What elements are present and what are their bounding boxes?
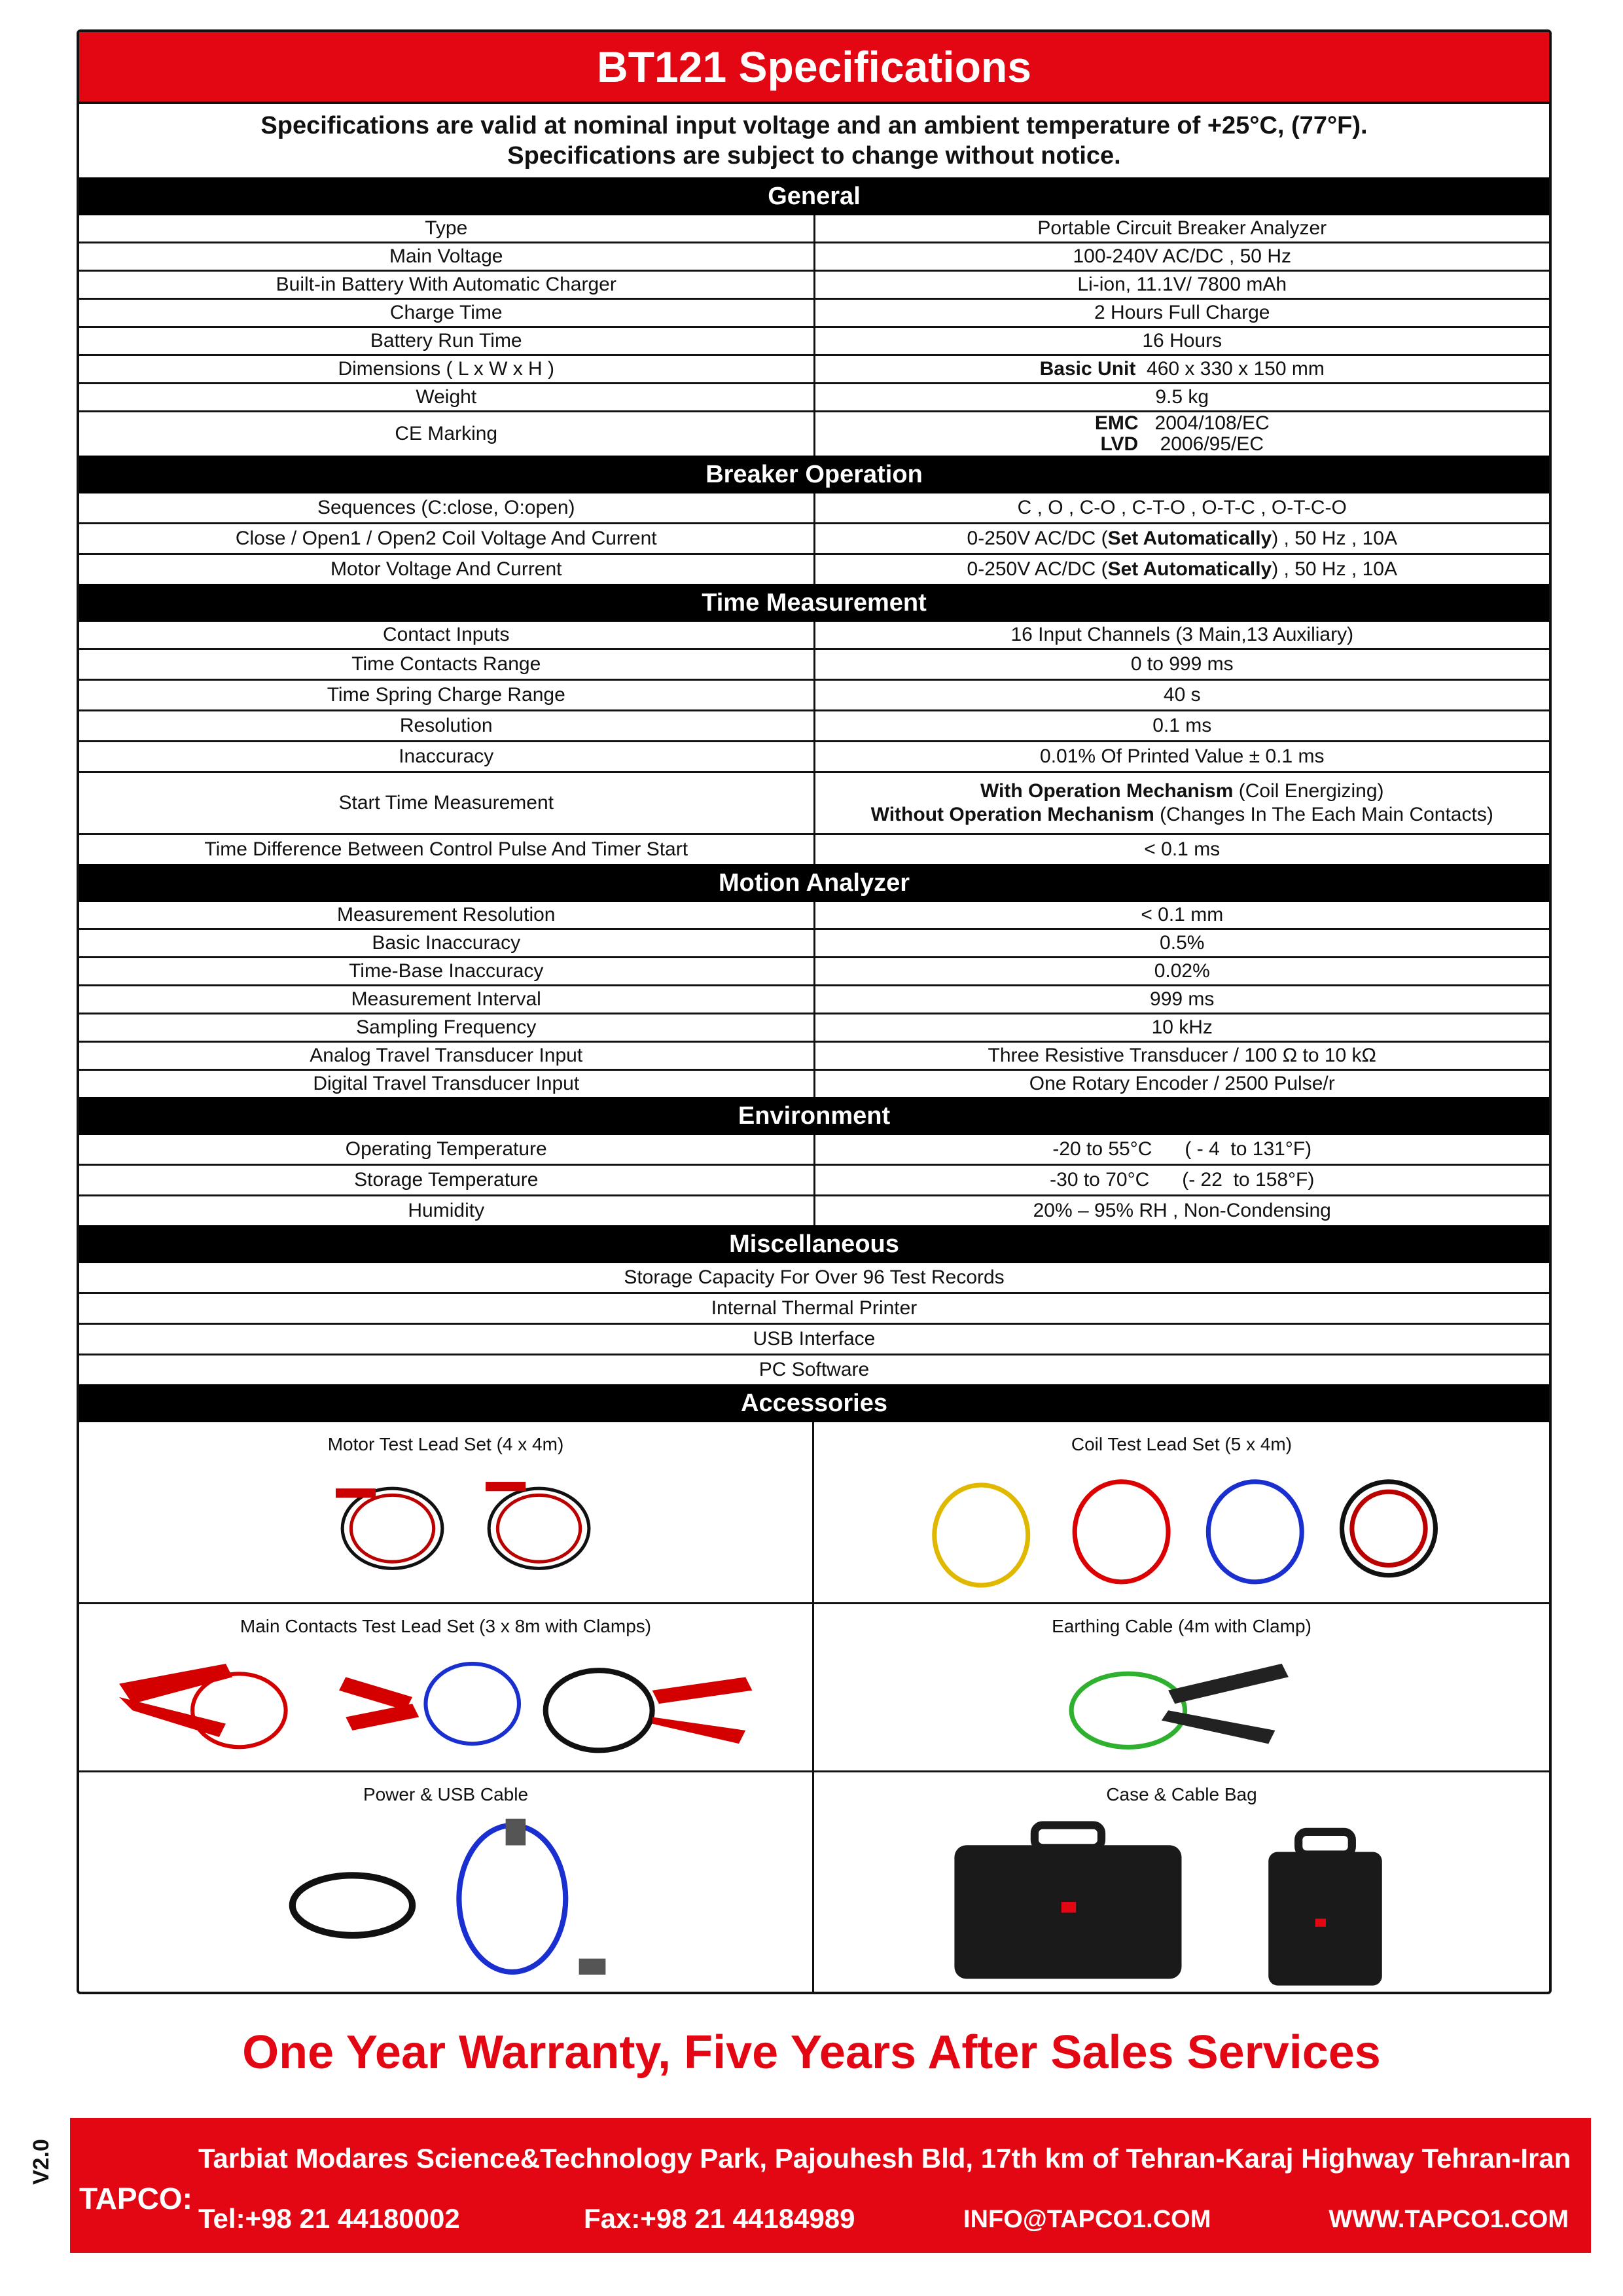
spec-value: 10 kHz [1151,1016,1213,1038]
footer-website-link[interactable]: WWW.TAPCO1.COM [1329,2206,1569,2233]
misc-row [79,1323,1549,1354]
spec-label: Close / Open1 / Open2 Coil Voltage And Current [79,524,815,553]
spec-value: 16 Hours [1142,330,1222,351]
notice-line-2: Specifications are subject to change without notice. [507,142,1121,170]
spec-label: CE Marking [79,412,815,456]
spec-value: -20 to 55°C ( - 4 to 131°F) [1052,1138,1312,1160]
accessory-coil-leads [814,1422,1549,1604]
misc-row [79,1292,1549,1323]
spec-row [79,709,1549,740]
spec-label: Time Contacts Range [79,650,815,679]
spec-value: < 0.1 ms [1144,838,1221,860]
spec-label: Time Difference Between Control Pulse And Timer Start [79,835,815,864]
page-title: BT121 Specifications [79,32,1549,104]
spec-value-text: 2006/95/EC [1160,433,1264,455]
spec-notice [79,104,1549,177]
spec-label: Charge Time [79,300,815,326]
spec-value-text: 0-250V AC/DC ( [967,558,1108,580]
spec-value: 20% – 95% RH , Non-Condensing [1033,1200,1331,1221]
spec-label: Analog Travel Transducer Input [79,1043,815,1069]
spec-value: One Rotary Encoder / 2500 Pulse/r [1029,1073,1335,1094]
spec-row [79,928,1549,956]
spec-row [79,382,1549,410]
section-misc-heading: Miscellaneous [79,1225,1549,1263]
spec-row [79,771,1549,833]
section-motion-heading: Motion Analyzer [79,864,1549,902]
spec-label: Start Time Measurement [79,773,815,833]
power-usb-cable-image [79,1805,812,1992]
accessory-caption: Main Contacts Test Lead Set (3 x 8m with Clamps) [240,1615,652,1636]
spec-value: 0.1 ms [1152,715,1212,736]
coil-lead-set-image [814,1455,1549,1602]
spec-label: Sequences (C:close, O:open) [79,493,815,522]
spec-row [79,1135,1549,1164]
spec-label: Main Voltage [79,243,815,270]
spec-value: Three Resistive Transducer / 100 Ω to 10 kΩ [988,1045,1376,1066]
spec-value: Li-ion, 11.1V/ 7800 mAh [1077,274,1287,295]
section-breaker-heading: Breaker Operation [79,456,1549,493]
section-accessories-heading: Accessories [79,1384,1549,1422]
accessory-earthing-cable [814,1604,1549,1772]
spec-row [79,242,1549,270]
spec-label: Measurement Resolution [79,902,815,928]
spec-value [815,773,1550,833]
misc-item: Internal Thermal Printer [711,1297,918,1319]
spec-row [79,1164,1549,1194]
spec-row [79,740,1549,771]
spec-label: Contact Inputs [79,622,815,648]
spec-label: Basic Inaccuracy [79,930,815,956]
spec-row [79,522,1549,553]
spec-value: 100-240V AC/DC , 50 Hz [1073,245,1291,267]
main-contacts-lead-image [79,1637,812,1770]
spec-label: Resolution [79,711,815,740]
spec-value-bold: Basic Unit [1039,358,1136,380]
spec-row [79,902,1549,928]
misc-row [79,1354,1549,1384]
notice-line-1: Specifications are valid at nominal input voltage and an ambient temperature of +25°C, (77°F). [260,112,1368,139]
spec-value-text: (Changes In The Each Main Contacts) [1160,804,1493,825]
spec-value-text: ) , 50 Hz , 10A [1272,528,1397,549]
spec-value-bold: With Operation Mechanism [980,780,1234,802]
spec-row [79,1069,1549,1097]
footer-fax: Fax:+98 21 44184989 [584,2203,855,2234]
spec-value-bold: Set Automatically [1107,558,1272,580]
accessory-power-usb [79,1772,814,1992]
spec-row [79,354,1549,382]
spec-value: -30 to 70°C (- 22 to 158°F) [1050,1169,1315,1191]
spec-row [79,648,1549,679]
spec-value: 16 Input Channels (3 Main,13 Auxiliary) [1010,624,1354,645]
accessory-caption: Case & Cable Bag [1106,1784,1257,1804]
accessory-motor-leads [79,1422,814,1604]
section-general-heading: General [79,177,1549,215]
misc-item: USB Interface [753,1328,876,1350]
spec-row [79,1041,1549,1069]
spec-label: Operating Temperature [79,1135,815,1164]
spec-row [79,326,1549,354]
spec-label: Built-in Battery With Automatic Charger [79,272,815,298]
spec-value [815,412,1550,456]
spec-label: Dimensions ( L x W x H ) [79,356,815,382]
spec-label: Digital Travel Transducer Input [79,1071,815,1097]
spec-row [79,270,1549,298]
spec-value-text: 0-250V AC/DC ( [967,528,1108,549]
spec-row [79,298,1549,326]
spec-value-text: ) , 50 Hz , 10A [1272,558,1397,580]
spec-label: Humidity [79,1196,815,1225]
spec-value: 0 to 999 ms [1130,653,1234,675]
spec-label: Time Spring Charge Range [79,681,815,709]
footer-bar [70,2118,1591,2253]
spec-value: 9.5 kg [1155,386,1209,408]
accessory-caption: Earthing Cable (4m with Clamp) [1052,1615,1311,1636]
accessory-caption: Power & USB Cable [363,1784,529,1804]
misc-item: PC Software [758,1359,870,1380]
spec-row [79,1013,1549,1041]
misc-row [79,1263,1549,1292]
spec-row [79,956,1549,984]
spec-label: Battery Run Time [79,328,815,354]
spec-value-bold: Set Automatically [1107,528,1272,549]
spec-value: 40 s [1163,684,1201,706]
spec-value: < 0.1 mm [1141,904,1224,925]
footer-email-link[interactable]: INFO@TAPCO1.COM [963,2206,1211,2233]
footer-address: Tarbiat Modares Science&Technology Park, Pajouhesh Bld, 17th km of Tehran-Karaj Highway Tehran-Iran [198,2143,1571,2174]
spec-row [79,679,1549,709]
spec-row [79,833,1549,864]
accessories-grid [79,1422,1549,1992]
spec-value: 2 Hours Full Charge [1094,302,1270,323]
spec-value-text: 2004/108/EC [1154,412,1270,434]
spec-value: 0.02% [1154,960,1210,982]
accessory-caption: Motor Test Lead Set (4 x 4m) [327,1434,564,1454]
version-label: V2.0 [29,2139,54,2185]
spec-value [815,524,1550,553]
accessory-main-contacts [79,1604,814,1772]
spec-label: Measurement Interval [79,986,815,1013]
spec-value-text: (Coil Energizing) [1238,780,1384,802]
spec-label: Inaccuracy [79,742,815,771]
motor-lead-set-image [79,1455,812,1602]
earthing-cable-image [814,1637,1549,1770]
spec-row [79,1194,1549,1225]
spec-label: Sampling Frequency [79,1014,815,1041]
spec-label: Weight [79,384,815,410]
spec-row [79,622,1549,648]
spec-value-bold: EMC [1094,412,1139,434]
spec-row [79,410,1549,456]
spec-row [79,553,1549,584]
case-bag-image [814,1805,1549,1992]
spec-value: C , O , C-O , C-T-O , O-T-C , O-T-C-O [1017,497,1347,518]
section-time-heading: Time Measurement [79,584,1549,622]
spec-value-text: 460 x 330 x 150 mm [1147,358,1325,380]
spec-value [815,555,1550,584]
spec-row [79,215,1549,242]
section-environment-heading: Environment [79,1097,1549,1135]
spec-label: Motor Voltage And Current [79,555,815,584]
spec-value [815,356,1550,382]
spec-row [79,984,1549,1013]
warranty-banner: One Year Warranty, Five Years After Sales Services [242,2026,1381,2079]
misc-item: Storage Capacity For Over 96 Test Records [624,1266,1005,1288]
spec-value-bold: LVD [1100,433,1139,455]
spec-sheet [77,29,1552,1994]
spec-value: 0.01% Of Printed Value ± 0.1 ms [1040,745,1325,767]
spec-value: 0.5% [1160,932,1205,954]
footer-tel: Tel:+98 21 44180002 [198,2203,460,2234]
spec-label: Storage Temperature [79,1166,815,1194]
spec-label: Type [79,215,815,242]
accessory-case-bag [814,1772,1549,1992]
spec-label: Time-Base Inaccuracy [79,958,815,984]
footer-brand: TAPCO: [79,2181,192,2215]
spec-value-bold: Without Operation Mechanism [870,804,1154,825]
spec-value: 999 ms [1150,988,1215,1010]
spec-row [79,493,1549,522]
spec-value: Portable Circuit Breaker Analyzer [1037,217,1327,239]
accessory-caption: Coil Test Lead Set (5 x 4m) [1071,1434,1293,1454]
